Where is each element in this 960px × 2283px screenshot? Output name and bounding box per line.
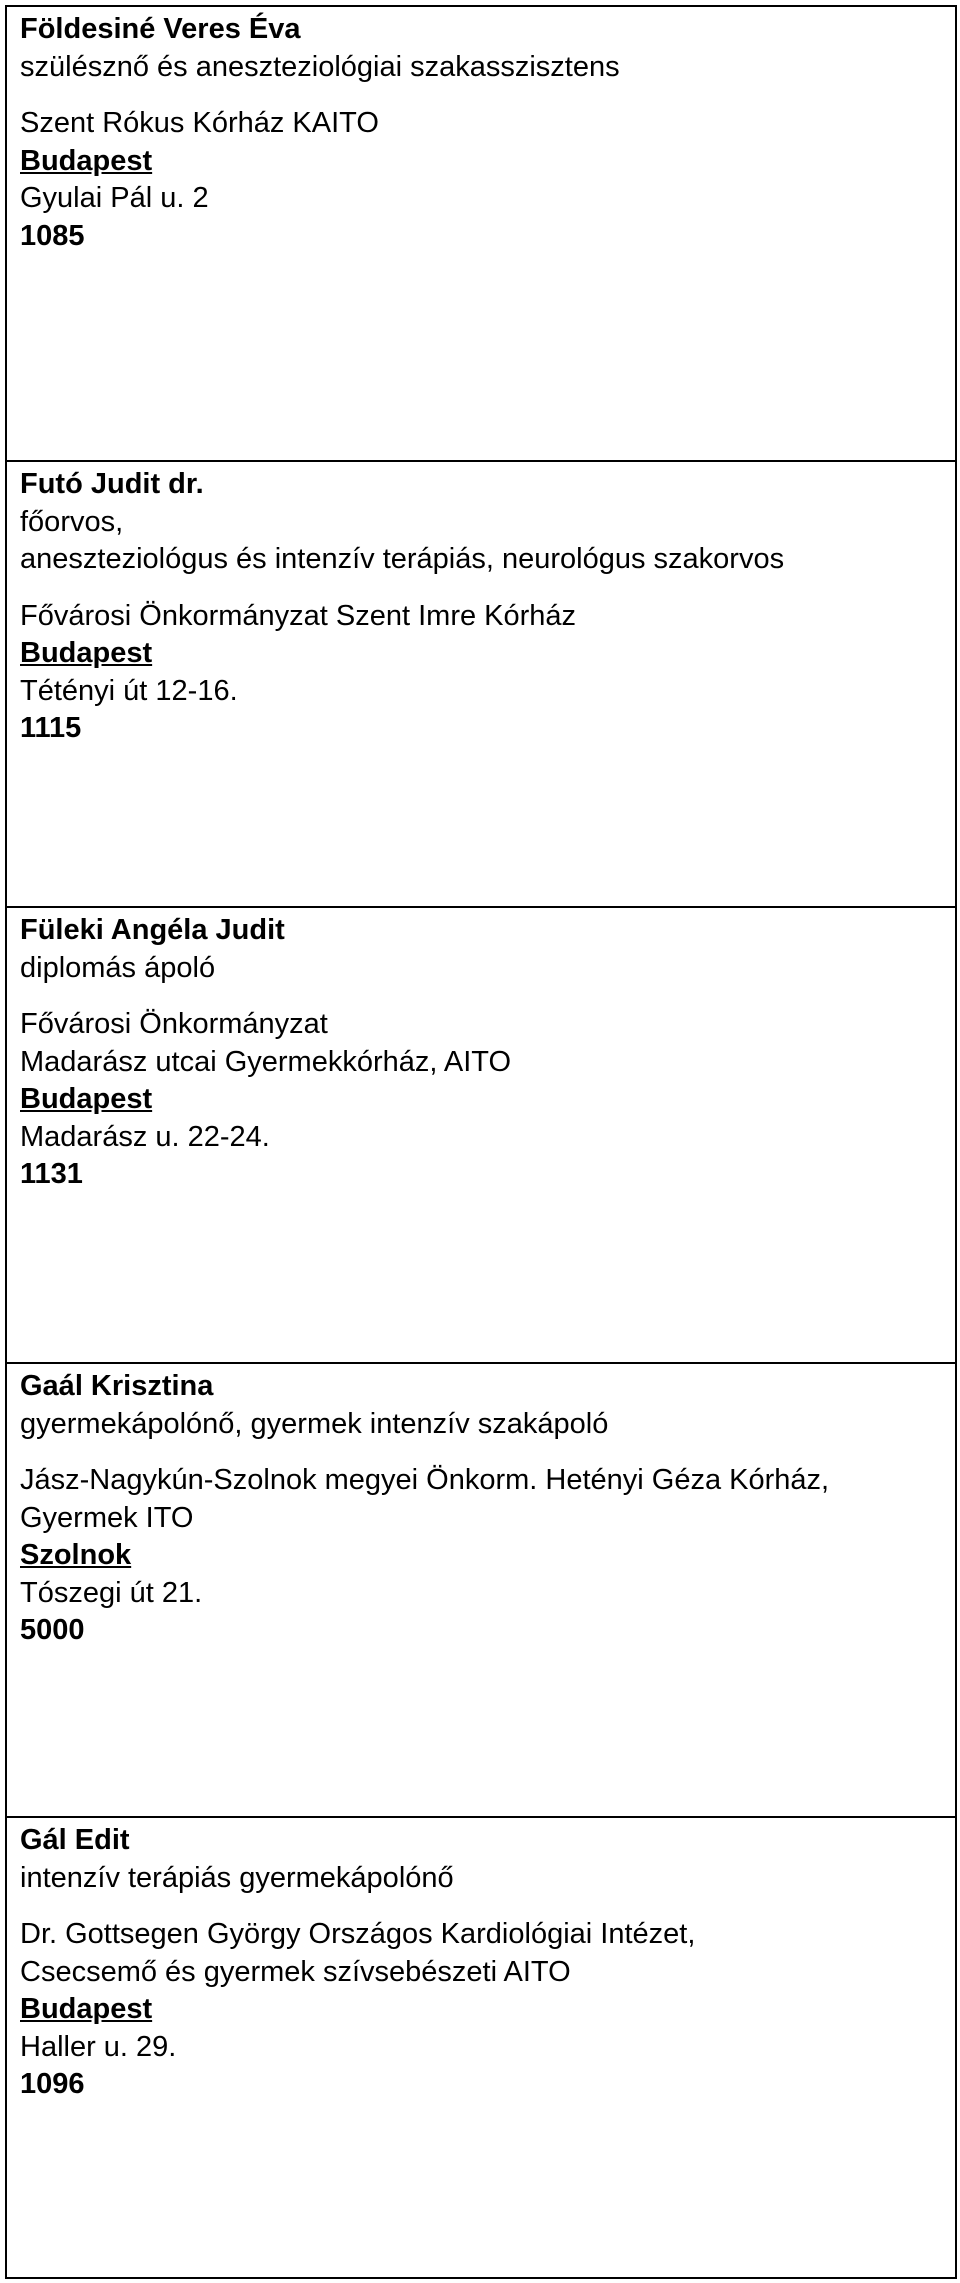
institution: Fővárosi Önkormányzat <box>20 1008 328 1040</box>
city: Szolnok <box>20 1539 132 1571</box>
job-title: diplomás ápoló <box>20 951 216 984</box>
job-title: intenzív terápiás gyermekápolónő <box>20 1861 454 1894</box>
city: Budapest <box>20 144 153 177</box>
street-address: Gyulai Pál u. 2 <box>20 182 209 214</box>
person-name: Gál Edit <box>20 1824 130 1856</box>
postal-code: 1115 <box>20 712 82 744</box>
institution: Jász-Nagykún-Szolnok megyei Önkorm. Hetényi Géza Kórház, <box>20 1464 830 1496</box>
table-row <box>6 6 956 461</box>
person-name: Földesiné Veres Éva <box>20 13 301 45</box>
institution: Csecsemő és gyermek szívsebészeti AITO <box>20 1955 571 1988</box>
street-address: Madarász u. 22-24. <box>20 1120 270 1153</box>
directory-entry <box>6 907 956 1363</box>
street-address: Tétényi út 12-16. <box>20 674 238 707</box>
institution: Fővárosi Önkormányzat Szent Imre Kórház <box>20 599 577 632</box>
institution: Madarász utcai Gyermekkórház, AITO <box>20 1045 512 1078</box>
city: Budapest <box>20 1993 153 2025</box>
postal-code: 1096 <box>20 2068 85 2100</box>
directory-entry <box>6 6 956 461</box>
institution: Dr. Gottsegen György Országos Kardiológiai Intézet, <box>20 1918 696 1950</box>
person-name: Füleki Angéla Judit <box>20 914 285 946</box>
table-row <box>6 1363 956 1817</box>
table-row <box>6 461 956 907</box>
city: Budapest <box>20 637 153 669</box>
person-name: Futó Judit dr. <box>20 468 204 500</box>
institution: Gyermek ITO <box>20 1501 194 1534</box>
table-row <box>6 1817 956 2278</box>
directory-entry <box>6 1363 956 1817</box>
directory-entry <box>6 1817 956 2278</box>
job-title: aneszteziológus és intenzív terápiás, neurológus szakorvos <box>20 543 785 575</box>
job-title: gyermekápolónő, gyermek intenzív szakápoló <box>20 1407 609 1440</box>
street-address: Haller u. 29. <box>20 2030 177 2063</box>
postal-code: 5000 <box>20 1614 85 1646</box>
street-address: Tószegi út 21. <box>20 1576 203 1609</box>
city: Budapest <box>20 1083 153 1115</box>
postal-code: 1085 <box>20 219 85 252</box>
directory-entry <box>6 461 956 907</box>
directory-table <box>5 5 957 2279</box>
table-row <box>6 907 956 1363</box>
postal-code: 1131 <box>20 1158 83 1190</box>
institution: Szent Rókus Kórház KAITO <box>20 107 379 139</box>
job-title: főorvos, <box>20 505 124 538</box>
job-title: szülésznő és aneszteziológiai szakasszisztens <box>20 50 620 83</box>
person-name: Gaál Krisztina <box>20 1370 214 1402</box>
